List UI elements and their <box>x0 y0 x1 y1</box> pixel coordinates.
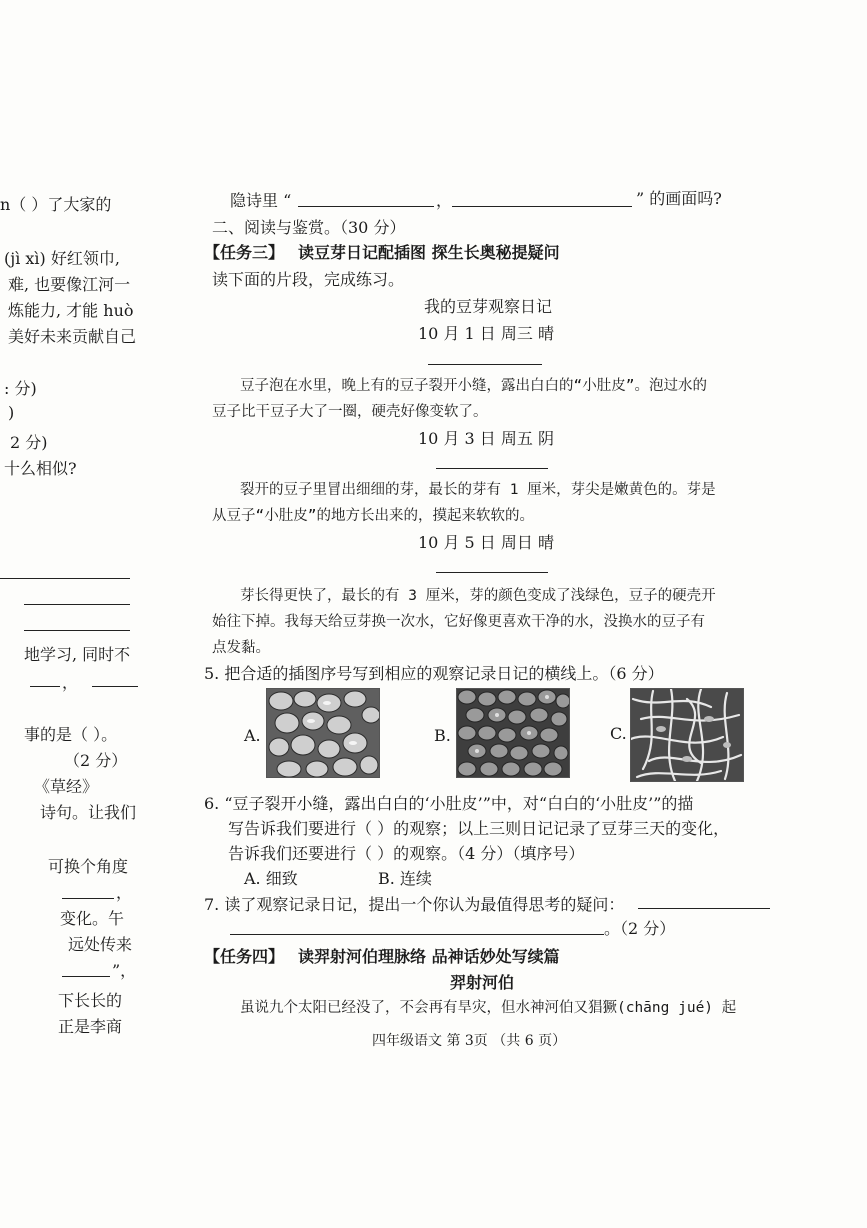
left-fragment-11: ， <box>62 673 79 692</box>
option-b-continuous: B. 连续 <box>378 869 432 888</box>
option-b-label: B. <box>434 726 451 745</box>
story-line1: 虽说九个太阳已经没了，不会再有旱灾，但水神河伯又猖獗(chāng jué) 起 <box>240 1000 737 1016</box>
question-7: 7. 读了观察记录日记，提出一个你认为最值得思考的疑问： <box>204 895 625 914</box>
left-fragment-10: 地学习, 同时不 <box>24 645 131 664</box>
section-heading: 二、阅读与鉴赏。（30 分） <box>212 218 406 237</box>
diary-entry-1-line1: 豆子泡在水里，晚上有的豆子裂开小缝，露出白白的“小肚皮”。泡过水的 <box>240 378 707 394</box>
diary-entry-2-line1: 裂开的豆子里冒出细细的芽，最长的芽有 1 厘米，芽尖是嫩黄色的。芽是 <box>240 482 716 498</box>
diary-title: 我的豆芽观察日记 <box>424 297 553 316</box>
story-title: 羿射河伯 <box>450 973 515 992</box>
task4-title: 读羿射河伯理脉络 品神话妙处写续篇 <box>298 947 560 966</box>
left-fragment-16: 可换个角度 <box>48 857 129 876</box>
option-c-label: C. <box>610 724 627 743</box>
task4-tag: 【任务四】 <box>204 947 285 966</box>
task3-title: 读豆芽日记配插图 探生长奥秘提疑问 <box>298 243 560 262</box>
left-fragment-1: n（ ）了大家的 <box>0 195 112 214</box>
answer-line <box>92 686 138 687</box>
bean-photo-b[interactable] <box>456 688 570 778</box>
question-5: 5. 把合适的插图序号写到相应的观察记录日记的横线上。（6 分） <box>204 664 664 683</box>
left-fragment-6: : 分) <box>4 379 37 398</box>
diary-entry-3-line3: 点发黏。 <box>212 640 270 656</box>
diary-date-3: 10 月 5 日 周日 晴 <box>418 533 554 552</box>
option-a-label: A. <box>244 726 261 745</box>
answer-blank[interactable] <box>638 908 770 909</box>
answer-line <box>24 604 130 605</box>
poem-question-prefix: 隐诗里 “ <box>230 191 292 210</box>
diary-entry-2-line2: 从豆子“小肚皮”的地方长出来的，摸起来软软的。 <box>212 508 534 524</box>
answer-blank[interactable] <box>230 934 604 935</box>
illustration-blank-3[interactable] <box>436 572 548 573</box>
answer-blank[interactable] <box>452 206 632 207</box>
question-6-line1: 6. “豆子裂开小缝，露出白白的‘小肚皮’”中，对“白白的‘小肚皮’”的描 <box>204 794 694 813</box>
diary-entry-1-line2: 豆子比干豆子大了一圈，硬壳好像变软了。 <box>212 404 488 420</box>
task3-tag: 【任务三】 <box>204 243 285 262</box>
left-fragment-22: 正是李商 <box>58 1017 123 1036</box>
left-fragment-20: ”， <box>112 961 137 980</box>
comma: ， <box>436 191 453 210</box>
left-fragment-14: 《草经》 <box>34 777 99 796</box>
reading-instruction: 读下面的片段，完成练习。 <box>212 270 405 289</box>
left-fragment-19: 远处传来 <box>68 935 133 954</box>
diary-date-2: 10 月 3 日 周五 阴 <box>418 429 554 448</box>
answer-line <box>62 976 110 977</box>
left-fragment-17: ， <box>116 883 133 902</box>
page-footer: 四年级语文 第 3页 （共 6 页） <box>372 1033 567 1049</box>
left-fragment-12: 事的是（ ）。 <box>24 725 118 744</box>
answer-line <box>0 578 130 579</box>
left-fragment-15: 诗句。让我们 <box>40 803 137 822</box>
left-fragment-5: 美好未来贡献自己 <box>8 327 137 346</box>
left-fragment-21: 下长长的 <box>58 991 123 1010</box>
answer-line <box>24 630 130 631</box>
question-7-points: 。（2 分） <box>604 919 676 938</box>
question-6-line2: 写告诉我们要进行（ ）的观察；以上三则日记记录了豆芽三天的变化， <box>228 819 730 838</box>
diary-entry-3-line1: 芽长得更快了，最长的有 3 厘米，芽的颜色变成了浅绿色，豆子的硬壳开 <box>240 588 716 604</box>
left-fragment-7: ) <box>8 403 15 422</box>
answer-line <box>30 686 60 687</box>
left-fragment-13: （2 分） <box>64 751 128 770</box>
left-fragment-8: 2 分) <box>10 433 48 452</box>
illustration-blank-1[interactable] <box>428 364 542 365</box>
diary-entry-3-line2: 始往下掉。我每天给豆芽换一次水，它好像更喜欢干净的水，没换水的豆子有 <box>212 614 705 630</box>
illustration-blank-2[interactable] <box>436 468 548 469</box>
left-fragment-18: 变化。午 <box>60 909 125 928</box>
poem-question-suffix: ” 的画面吗? <box>636 189 722 208</box>
question-6-line3: 告诉我们还要进行（ ）的观察。（4 分）（填序号） <box>228 844 585 863</box>
answer-line <box>62 898 114 899</box>
left-fragment-2: (jì xì) 好红领巾, <box>4 249 120 268</box>
diary-date-1: 10 月 1 日 周三 晴 <box>418 324 554 343</box>
left-fragment-3: 难, 也要像江河一 <box>8 275 131 294</box>
bean-sprout-photo-c[interactable] <box>630 688 744 782</box>
answer-blank[interactable] <box>298 206 434 207</box>
left-fragment-4: 炼能力, 才能 huò <box>8 301 134 320</box>
bean-photo-a[interactable] <box>266 688 380 778</box>
option-a-detailed: A. 细致 <box>244 869 298 888</box>
left-fragment-9: 十么相似? <box>4 459 77 478</box>
